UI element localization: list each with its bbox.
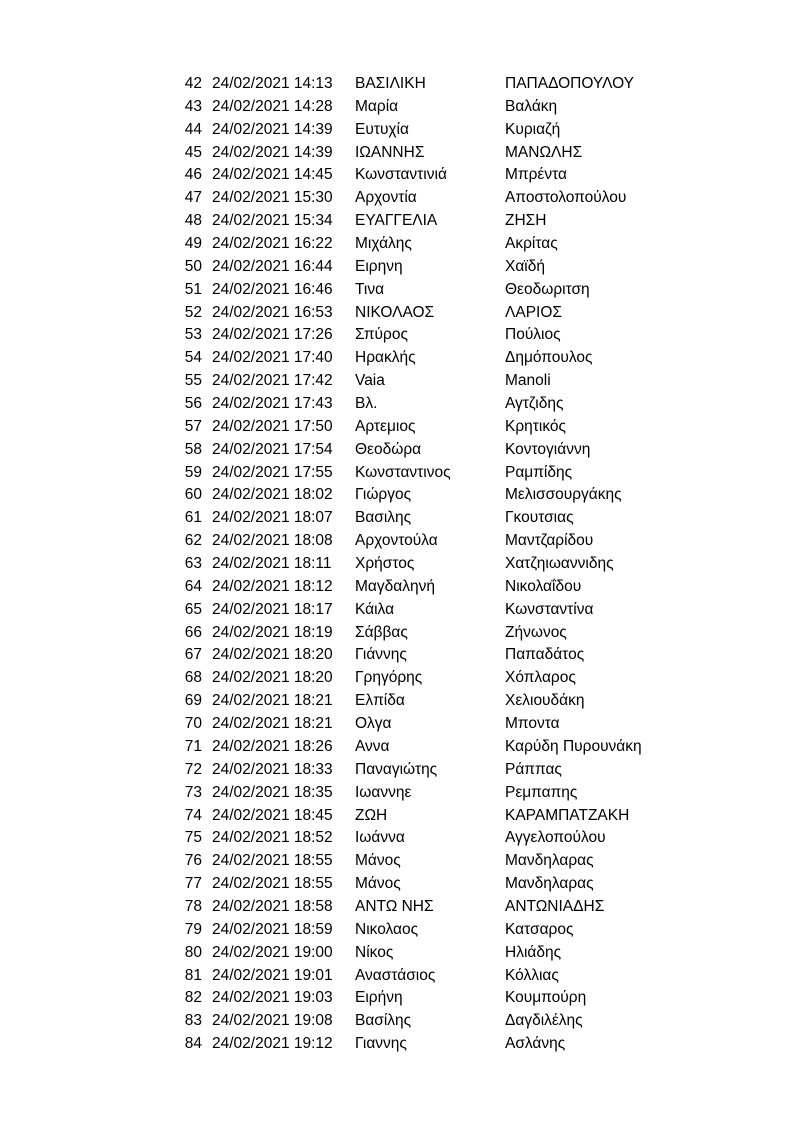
row-first-name: Ευτυχία: [355, 120, 409, 138]
list-row: [0, 805, 799, 828]
row-datetime: 24/02/2021 18:08: [212, 532, 333, 550]
row-last-name: Ρεμπαπης: [505, 783, 578, 801]
list-row: [0, 142, 799, 165]
row-last-name: ΠΑΠΑΔΟΠΟΥΛΟΥ: [505, 75, 635, 92]
row-first-name: Θεοδώρα: [355, 440, 422, 458]
row-first-name: Γρηγόρης: [355, 669, 423, 687]
row-number: 79: [184, 920, 202, 938]
row-number: 47: [184, 189, 202, 207]
list-row: [0, 782, 799, 805]
row-datetime: 24/02/2021 18:26: [212, 737, 333, 755]
row-first-name: Κάιλα: [355, 600, 395, 618]
row-datetime: 24/02/2021 18:21: [212, 715, 333, 733]
row-first-name: Ειρήνη: [355, 989, 403, 1007]
row-number: 43: [184, 97, 202, 115]
list-row: [0, 187, 799, 210]
row-number: 66: [184, 623, 202, 641]
row-number: 72: [184, 760, 202, 778]
list-row: [0, 73, 799, 96]
list-row: [0, 210, 799, 233]
row-datetime: 24/02/2021 17:40: [212, 349, 333, 367]
row-first-name: ΖΩΗ: [355, 806, 388, 824]
row-last-name: Χελιουδάκη: [505, 692, 585, 710]
row-last-name: Κυριαζή: [505, 120, 561, 138]
list-row: [0, 530, 799, 553]
row-number: 61: [184, 509, 202, 527]
row-number: 63: [184, 555, 202, 573]
row-last-name: Κατσαρος: [505, 920, 574, 938]
row-first-name: Κωνσταντινος: [355, 463, 451, 481]
list-row: [0, 462, 799, 485]
row-datetime: 24/02/2021 16:46: [212, 280, 333, 298]
row-last-name: Χατζηιωαννιδης: [505, 555, 614, 573]
row-last-name: ΜΑΝΩΛΗΣ: [505, 143, 583, 161]
row-datetime: 24/02/2021 19:03: [212, 989, 333, 1007]
row-last-name: Μανδηλαρας: [505, 875, 594, 893]
row-datetime: 24/02/2021 17:54: [212, 440, 333, 458]
row-datetime: 24/02/2021 14:13: [212, 75, 333, 92]
row-first-name: Μάνος: [355, 852, 401, 870]
row-number: 65: [184, 600, 202, 618]
row-number: 69: [184, 692, 202, 710]
row-first-name: Ιωαννηε: [355, 783, 412, 801]
row-number: 64: [184, 577, 202, 595]
registration-list: [0, 73, 799, 1056]
row-datetime: 24/02/2021 15:34: [212, 212, 333, 230]
row-last-name: Κρητικός: [505, 417, 566, 435]
row-last-name: Μποντα: [505, 715, 560, 733]
row-number: 74: [184, 806, 202, 824]
row-first-name: ΕΥΑΓΓΕΛΙΑ: [355, 212, 438, 230]
row-last-name: Θεοδωριτση: [505, 280, 590, 298]
row-datetime: 24/02/2021 14:28: [212, 97, 333, 115]
row-last-name: Παπαδάτος: [505, 646, 585, 664]
row-datetime: 24/02/2021 19:12: [212, 1035, 333, 1053]
row-first-name: Βλ.: [355, 395, 378, 413]
row-datetime: 24/02/2021 18:33: [212, 760, 333, 778]
row-datetime: 24/02/2021 18:58: [212, 897, 333, 915]
row-number: 46: [184, 166, 202, 184]
row-last-name: Πούλιος: [505, 326, 561, 344]
row-datetime: 24/02/2021 17:55: [212, 463, 333, 481]
row-first-name: ΒΑΣΙΛΙΚΗ: [355, 75, 426, 92]
row-last-name: Νικολαΐδου: [505, 577, 582, 595]
row-datetime: 24/02/2021 14:39: [212, 120, 333, 138]
row-first-name: Ιωάννα: [355, 829, 405, 847]
row-last-name: Αποστολοπούλου: [505, 189, 627, 207]
row-last-name: ΚΑΡΑΜΠΑΤΖΑΚΗ: [505, 806, 630, 824]
row-last-name: Αγτζιδης: [505, 395, 564, 413]
row-last-name: Κουμπούρη: [505, 989, 587, 1007]
row-last-name: ΖΗΣΗ: [505, 212, 547, 230]
list-row: [0, 324, 799, 347]
row-last-name: Γκουτσιας: [505, 509, 574, 527]
row-number: 42: [184, 75, 202, 92]
row-last-name: ΑΝΤΩΝΙΑΔΗΣ: [505, 897, 605, 915]
list-row: [0, 416, 799, 439]
row-number: 62: [184, 532, 202, 550]
row-datetime: 24/02/2021 15:30: [212, 189, 333, 207]
row-last-name: Αγγελοπούλου: [505, 829, 606, 847]
row-number: 53: [184, 326, 202, 344]
row-first-name: Ολγα: [355, 715, 392, 733]
row-datetime: 24/02/2021 16:53: [212, 303, 333, 321]
row-last-name: Δημόπουλος: [505, 349, 593, 367]
list-row: [0, 942, 799, 965]
row-first-name: Παναγιώτης: [355, 760, 438, 778]
row-datetime: 24/02/2021 18:55: [212, 852, 333, 870]
row-first-name: Vaia: [355, 372, 385, 390]
row-first-name: Μαρία: [355, 97, 399, 115]
list-row: [0, 553, 799, 576]
list-row: [0, 347, 799, 370]
row-last-name: Κόλλιας: [505, 966, 559, 984]
row-datetime: 24/02/2021 18:52: [212, 829, 333, 847]
list-row: [0, 1010, 799, 1033]
list-row: [0, 256, 799, 279]
row-last-name: Ραμπίδης: [505, 463, 573, 481]
list-row: [0, 279, 799, 302]
row-number: 58: [184, 440, 202, 458]
row-datetime: 24/02/2021 18:21: [212, 692, 333, 710]
row-number: 59: [184, 463, 202, 481]
list-row: [0, 484, 799, 507]
row-last-name: Κωνσταντίνα: [505, 600, 594, 618]
row-datetime: 24/02/2021 17:42: [212, 372, 333, 390]
row-first-name: Σπύρος: [355, 326, 408, 344]
row-datetime: 24/02/2021 17:50: [212, 417, 333, 435]
row-last-name: Manoli: [505, 372, 551, 390]
row-first-name: Τινα: [355, 280, 385, 298]
list-row: [0, 233, 799, 256]
list-row: [0, 370, 799, 393]
row-datetime: 24/02/2021 17:43: [212, 395, 333, 413]
list-row: [0, 599, 799, 622]
row-number: 82: [184, 989, 202, 1007]
row-first-name: Μιχάλης: [355, 235, 412, 253]
row-last-name: Κοντογιάννη: [505, 440, 591, 458]
row-first-name: Χρήστος: [355, 555, 415, 573]
row-last-name: Ακρίτας: [505, 235, 558, 253]
row-first-name: Ειρηνη: [355, 257, 403, 275]
list-row: [0, 507, 799, 530]
row-last-name: Μανδηλαρας: [505, 852, 594, 870]
row-last-name: Χαϊδή: [505, 257, 545, 275]
row-number: 78: [184, 897, 202, 915]
row-first-name: Σάββας: [355, 623, 408, 641]
list-row: [0, 827, 799, 850]
list-row: [0, 164, 799, 187]
row-datetime: 24/02/2021 19:00: [212, 943, 333, 961]
list-row: [0, 96, 799, 119]
row-datetime: 24/02/2021 18:20: [212, 669, 333, 687]
row-number: 71: [184, 737, 202, 755]
row-datetime: 24/02/2021 18:02: [212, 486, 333, 504]
row-datetime: 24/02/2021 14:39: [212, 143, 333, 161]
row-number: 73: [184, 783, 202, 801]
row-number: 50: [184, 257, 202, 275]
row-datetime: 24/02/2021 18:17: [212, 600, 333, 618]
row-first-name: Αρχοντούλα: [355, 532, 438, 550]
row-first-name: Γιώργος: [355, 486, 412, 504]
row-number: 81: [184, 966, 202, 984]
row-datetime: 24/02/2021 18:12: [212, 577, 333, 595]
row-number: 44: [184, 120, 202, 138]
row-datetime: 24/02/2021 17:26: [212, 326, 333, 344]
list-row: [0, 667, 799, 690]
row-first-name: Κωνσταντινιά: [355, 166, 447, 184]
row-number: 83: [184, 1012, 202, 1030]
row-number: 80: [184, 943, 202, 961]
list-row: [0, 439, 799, 462]
row-first-name: ΑΝΤΩ ΝΗΣ: [355, 897, 434, 915]
row-last-name: Βαλάκη: [505, 97, 558, 115]
list-row: [0, 759, 799, 782]
row-first-name: ΙΩΑΝΝΗΣ: [355, 143, 425, 161]
row-number: 56: [184, 395, 202, 413]
row-datetime: 24/02/2021 14:45: [212, 166, 333, 184]
row-number: 60: [184, 486, 202, 504]
list-row: [0, 690, 799, 713]
row-last-name: ΛΑΡΙΟΣ: [505, 303, 562, 321]
row-first-name: Ελπίδα: [355, 692, 405, 710]
row-datetime: 24/02/2021 18:20: [212, 646, 333, 664]
row-number: 55: [184, 372, 202, 390]
row-last-name: Μελισσουργάκης: [505, 486, 622, 504]
row-first-name: ΝΙΚΟΛΑΟΣ: [355, 303, 435, 321]
row-number: 54: [184, 349, 202, 367]
list-row: [0, 576, 799, 599]
row-number: 70: [184, 715, 202, 733]
row-first-name: Γιαννης: [355, 1035, 407, 1053]
list-row: [0, 302, 799, 325]
row-datetime: 24/02/2021 18:07: [212, 509, 333, 527]
row-first-name: Βασίλης: [355, 1012, 412, 1030]
row-last-name: Καρύδη Πυρουνάκη: [505, 737, 642, 755]
list-row: [0, 736, 799, 759]
row-last-name: Ράππας: [505, 760, 562, 778]
row-number: 52: [184, 303, 202, 321]
row-number: 45: [184, 143, 202, 161]
list-row: [0, 393, 799, 416]
row-first-name: Αρχοντία: [355, 189, 417, 207]
row-first-name: Γιάννης: [355, 646, 407, 664]
row-last-name: Ασλάνης: [505, 1035, 566, 1053]
list-row: [0, 119, 799, 142]
row-number: 57: [184, 417, 202, 435]
row-last-name: Ζήνωνος: [505, 623, 567, 641]
list-row: [0, 965, 799, 988]
list-row: [0, 622, 799, 645]
row-number: 77: [184, 875, 202, 893]
row-first-name: Μαγδαληνή: [355, 577, 435, 595]
row-number: 48: [184, 212, 202, 230]
list-row: [0, 713, 799, 736]
row-datetime: 24/02/2021 18:11: [212, 555, 332, 573]
row-number: 49: [184, 235, 202, 253]
row-first-name: Νικολαος: [355, 920, 419, 938]
row-first-name: Αναστάσιος: [355, 966, 436, 984]
list-row: [0, 987, 799, 1010]
list-row: [0, 873, 799, 896]
row-datetime: 24/02/2021 18:35: [212, 783, 333, 801]
row-last-name: Μπρέντα: [505, 166, 567, 184]
row-datetime: 24/02/2021 18:59: [212, 920, 333, 938]
row-first-name: Ηρακλής: [355, 349, 416, 367]
row-last-name: Δαγδιλέλης: [505, 1012, 583, 1030]
list-row: [0, 1033, 799, 1056]
list-row: [0, 896, 799, 919]
row-datetime: 24/02/2021 19:01: [212, 966, 333, 984]
row-last-name: Χόπλαρος: [505, 669, 576, 687]
list-row: [0, 850, 799, 873]
row-datetime: 24/02/2021 16:22: [212, 235, 333, 253]
row-datetime: 24/02/2021 16:44: [212, 257, 333, 275]
row-datetime: 24/02/2021 19:08: [212, 1012, 333, 1030]
row-last-name: Μαντζαρίδου: [505, 532, 594, 550]
row-number: 75: [184, 829, 202, 847]
row-first-name: Βασιλης: [355, 509, 412, 527]
row-number: 84: [184, 1035, 202, 1053]
row-number: 67: [184, 646, 202, 664]
row-number: 51: [184, 280, 202, 298]
row-first-name: Νίκος: [355, 943, 394, 961]
row-datetime: 24/02/2021 18:55: [212, 875, 333, 893]
row-first-name: Μάνος: [355, 875, 401, 893]
list-row: [0, 644, 799, 667]
row-first-name: Αρτεμιος: [355, 417, 416, 435]
row-number: 76: [184, 852, 202, 870]
row-last-name: Ηλιάδης: [505, 943, 562, 961]
row-first-name: Αννα: [355, 737, 390, 755]
row-datetime: 24/02/2021 18:45: [212, 806, 333, 824]
row-datetime: 24/02/2021 18:19: [212, 623, 333, 641]
list-row: [0, 919, 799, 942]
row-number: 68: [184, 669, 202, 687]
